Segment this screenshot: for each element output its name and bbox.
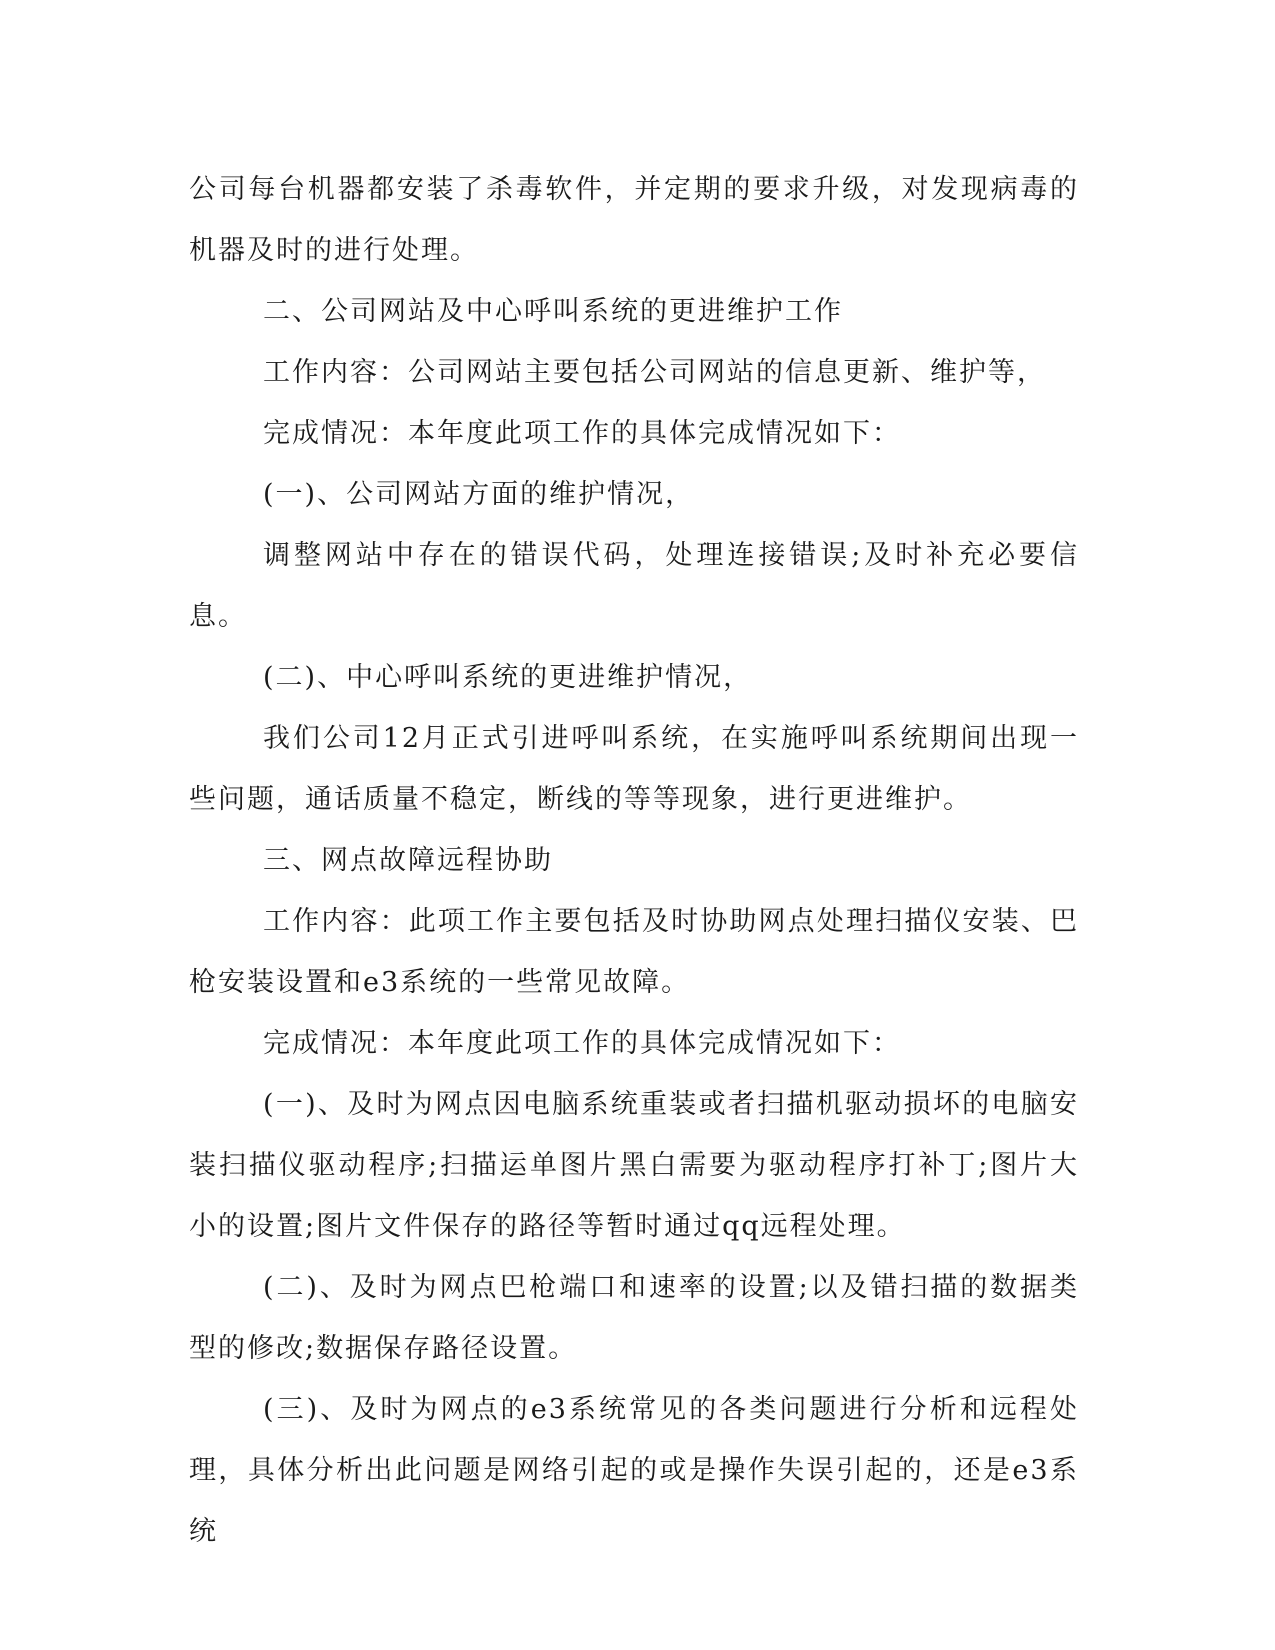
paragraph-e3-system-analysis: (三)、及时为网点的e3系统常见的各类问题进行分析和远程处理，具体分析出此问题是网络引起的或是操作失误引起的，还是e3系统	[189, 1394, 1079, 1547]
paragraph-scanner-gun-settings: (二)、及时为网点巴枪端口和速率的设置;以及错扫描的数据类型的修改;数据保存路径设置。	[189, 1272, 1079, 1364]
paragraph-completion-status: 完成情况：本年度此项工作的具体完成情况如下：	[263, 418, 901, 449]
paragraph-scanner-driver: (一)、及时为网点因电脑系统重装或者扫描机驱动损坏的电脑安装扫描仪驱动程序;扫描运单图片黑白需要为驱动程序打补丁;图片大小的设置;图片文件保存的路径等暂时通过qq远程处理。	[189, 1089, 1079, 1242]
section-heading-remote-assistance: 三、网点故障远程协助	[263, 845, 553, 876]
paragraph-work-content: 工作内容：公司网站主要包括公司网站的信息更新、维护等，	[263, 357, 1046, 388]
paragraph-callcenter-details: 我们公司12月正式引进呼叫系统，在实施呼叫系统期间出现一些问题，通话质量不稳定，断线的等等现象，进行更进维护。	[189, 723, 1079, 815]
paragraph-remote-work-content: 工作内容：此项工作主要包括及时协助网点处理扫描仪安装、巴枪安装设置和e3系统的一些常见故障。	[189, 906, 1079, 998]
document-body	[189, 159, 1079, 1562]
paragraph-antivirus: 公司每台机器都安装了杀毒软件，并定期的要求升级，对发现病毒的机器及时的进行处理。	[189, 174, 1079, 266]
paragraph-website-fixes: 调整网站中存在的错误代码，处理连接错误;及时补充必要信息。	[189, 540, 1079, 632]
section-heading-website-callcenter: 二、公司网站及中心呼叫系统的更进维护工作	[263, 296, 843, 327]
subheading-website-maintenance: (一)、公司网站方面的维护情况，	[263, 479, 695, 510]
paragraph-remote-completion-status: 完成情况：本年度此项工作的具体完成情况如下：	[263, 1028, 901, 1059]
subheading-callcenter-maintenance: (二)、中心呼叫系统的更进维护情况，	[263, 662, 753, 693]
